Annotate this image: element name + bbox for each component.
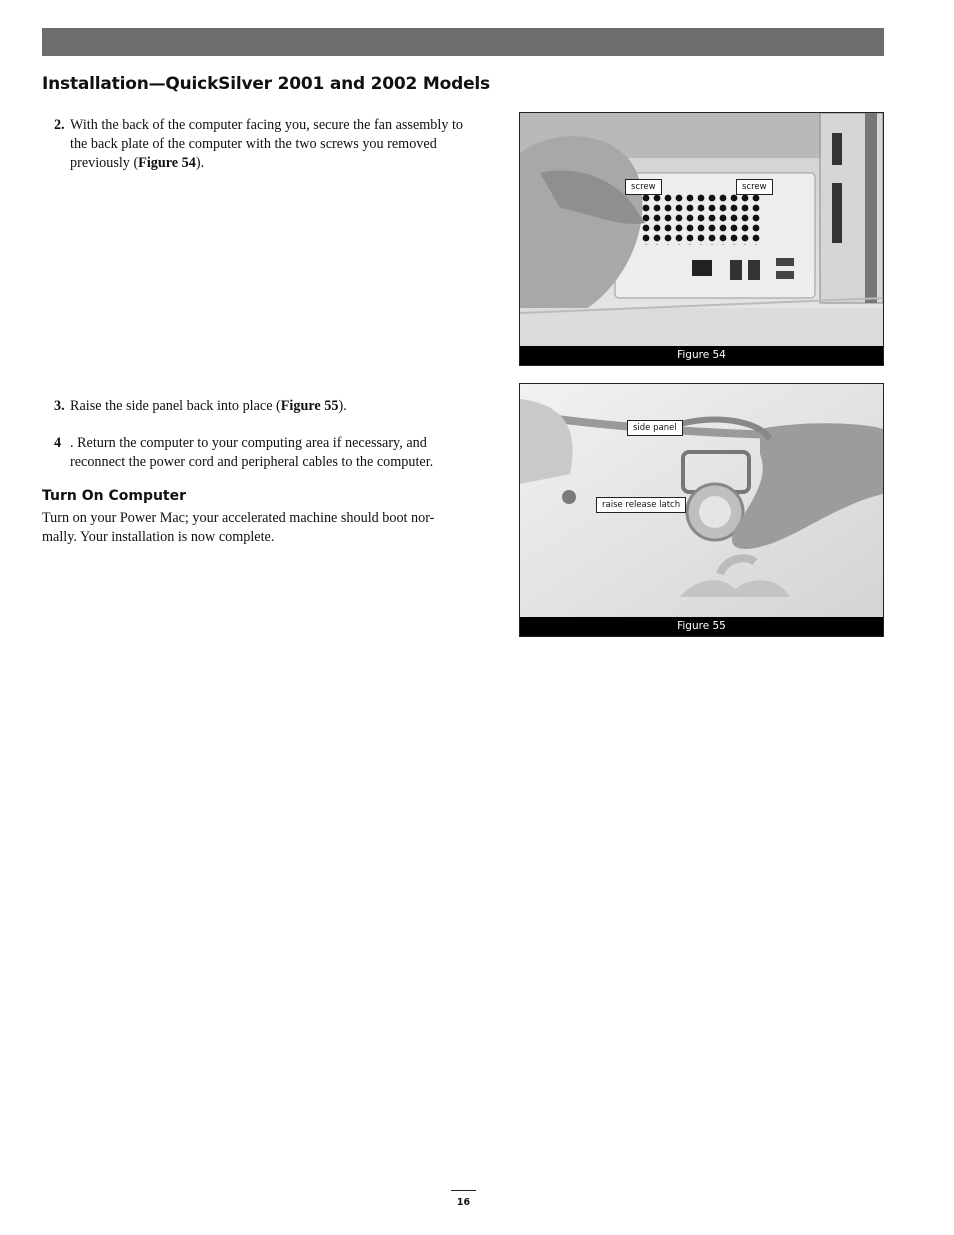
figure-caption: Figure 54	[520, 346, 883, 365]
callout-side-panel: side panel	[627, 420, 683, 436]
section-heading: Turn On Computer	[42, 488, 187, 504]
side-panel-photo	[520, 384, 883, 617]
step-text: Raise the side panel back into place (Figure 55).	[70, 398, 347, 414]
figure-54	[519, 112, 884, 366]
figure-caption: Figure 55	[520, 617, 883, 636]
step-4	[54, 434, 464, 472]
page-number-rule	[451, 1190, 476, 1191]
step-number: 2.	[54, 117, 65, 133]
step-3	[54, 397, 464, 416]
figure-ref: Figure 55	[280, 398, 339, 414]
callout-screw-right: screw	[736, 179, 773, 195]
step-number: 3.	[54, 398, 65, 414]
page-title: Installation—QuickSilver 2001 and 2002 Models	[42, 74, 490, 94]
step-text: With the back of the computer facing you, secure the fan assembly to the back plate of the computer with the two screws you removed previously (Figure 54).	[70, 117, 463, 171]
page-number: 16	[456, 1197, 471, 1208]
computer-back-photo	[520, 113, 883, 346]
header-bar	[42, 28, 884, 56]
callout-screw-left: screw	[625, 179, 662, 195]
step-2	[54, 116, 464, 173]
section-text: Turn on your Power Mac; your accelerated machine should boot nor-mally. Your installation is now complete.	[42, 510, 435, 545]
figure-55	[519, 383, 884, 637]
callout-raise-release-latch: raise release latch	[596, 497, 686, 513]
figure-ref: Figure 54	[138, 155, 196, 171]
step-number: 4	[54, 435, 62, 451]
step-text: . Return the computer to your computing area if necessary, and reconnect the power cord and peripheral cables to the computer.	[70, 435, 434, 470]
